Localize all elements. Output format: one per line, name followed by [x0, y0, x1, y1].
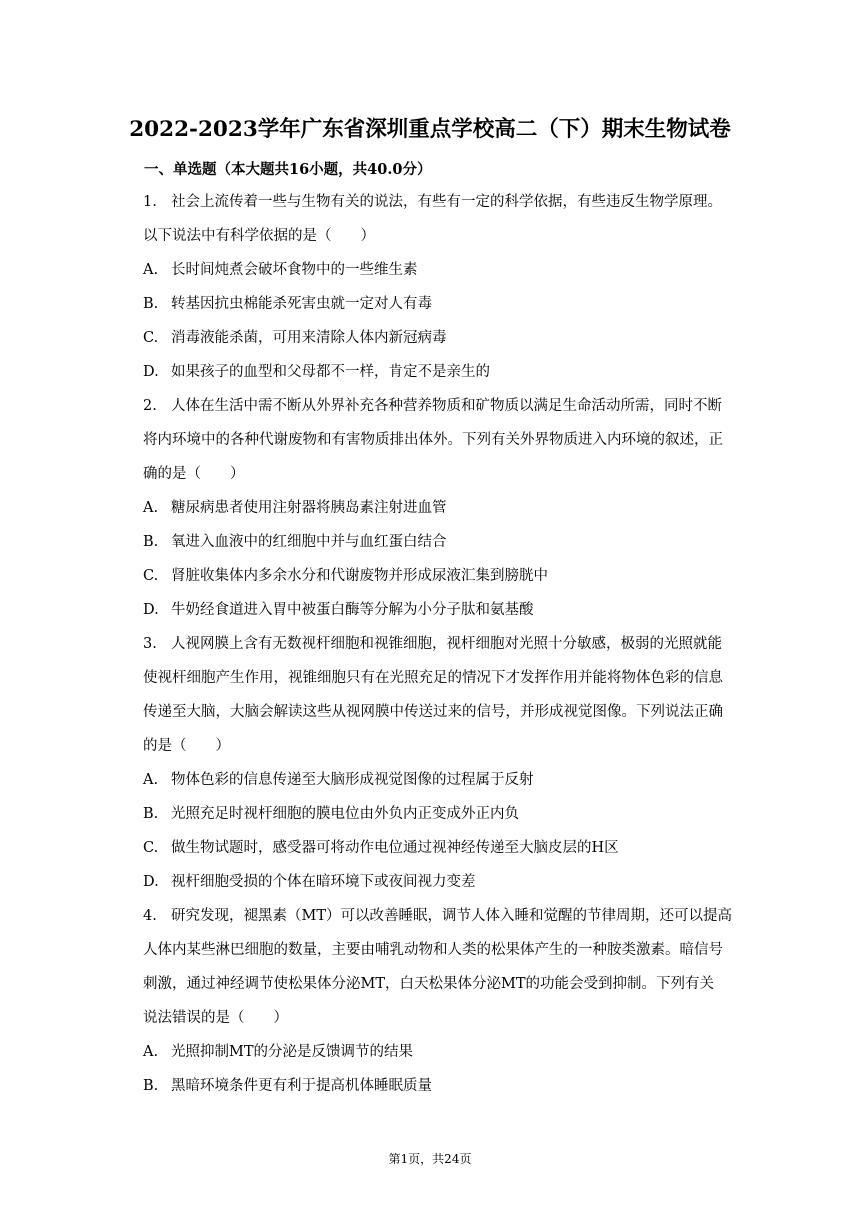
- question-text: 人体在生活中需不断从外界补充各种营养物质和矿物质以满足生命活动所需，同时不断: [171, 398, 722, 414]
- option-text: 长时间炖煮会破坏食物中的一些维生素: [171, 262, 418, 278]
- question-2-option-d: [143, 600, 534, 620]
- question-1-line-1: [143, 192, 722, 212]
- question-2-line-3: 确的是（ ）: [143, 466, 245, 482]
- question-3-line-2: 使视杆细胞产生作用，视锥细胞只有在光照充足的情况下才发挥作用并能将物体色彩的信息: [143, 670, 723, 686]
- question-4-line-2: 人体内某些淋巴细胞的数量，主要由哺乳动物和人类的松果体产生的一种胺类激素。暗信号: [143, 942, 723, 958]
- question-3-line-3: 传递至大脑，大脑会解读这些从视网膜中传送过来的信号，并形成视觉图像。下列说法正确: [143, 704, 723, 720]
- question-4-line-4: 说法错误的是（ ）: [143, 1010, 288, 1026]
- question-1-line-2: 以下说法中有科学依据的是（ ）: [143, 228, 375, 244]
- question-number: 1.: [143, 194, 157, 210]
- question-number: 3.: [143, 636, 157, 652]
- option-text: 黑暗环境条件更有利于提高机体睡眠质量: [171, 1078, 432, 1094]
- option-text: 物体色彩的信息传递至大脑形成视觉图像的过程属于反射: [171, 772, 534, 788]
- question-2-line-1: [143, 396, 722, 416]
- option-label: D.: [143, 874, 159, 890]
- question-3-option-a: [143, 770, 534, 790]
- option-text: 肾脏收集体内多余水分和代谢废物并形成尿液汇集到膀胱中: [171, 568, 548, 584]
- question-3-option-b: [143, 804, 519, 824]
- option-label: B.: [143, 296, 159, 312]
- question-4-line-3: 刺激，通过神经调节使松果体分泌MT，白天松果体分泌MT的功能会受到抑制。下列有关: [143, 976, 715, 992]
- question-4-line-1: [143, 906, 732, 926]
- option-text: 光照充足时视杆细胞的膜电位由外负内正变成外正内负: [171, 806, 519, 822]
- option-label: B.: [143, 534, 159, 550]
- option-label: D.: [143, 364, 159, 380]
- option-text: 氧进入血液中的红细胞中并与血红蛋白结合: [171, 534, 447, 550]
- page-title: 2022-2023学年广东省深圳重点学校高二（下）期末生物试卷: [129, 117, 731, 142]
- option-label: D.: [143, 602, 159, 618]
- option-label: B.: [143, 1078, 159, 1094]
- option-text: 如果孩子的血型和父母都不一样，肯定不是亲生的: [171, 364, 490, 380]
- question-2-line-2: 将内环境中的各种代谢废物和有害物质排出体外。下列有关外界物质进入内环境的叙述，正: [143, 432, 723, 448]
- option-label: A.: [143, 772, 159, 788]
- question-4-option-a: [143, 1042, 413, 1062]
- question-2-option-a: [143, 498, 447, 518]
- question-number: 2.: [143, 398, 157, 414]
- option-label: A.: [143, 500, 159, 516]
- option-text: 光照抑制MT的分泌是反馈调节的结果: [171, 1044, 414, 1060]
- section-heading: 一、单选题（本大题共16小题，共40.0分）: [144, 161, 432, 178]
- option-text: 视杆细胞受损的个体在暗环境下或夜间视力变差: [171, 874, 476, 890]
- question-1-option-c: [143, 328, 447, 348]
- question-1-option-b: [143, 294, 432, 314]
- question-3-option-d: [143, 872, 476, 892]
- question-text: 研究发现，褪黑素（MT）可以改善睡眠，调节人体入睡和觉醒的节律周期，还可以提高: [171, 908, 733, 924]
- question-number: 4.: [143, 908, 157, 924]
- option-text: 牛奶经食道进入胃中被蛋白酶等分解为小分子肽和氨基酸: [171, 602, 534, 618]
- page-footer: 第1页，共24页: [388, 1152, 472, 1166]
- option-text: 消毒液能杀菌，可用来清除人体内新冠病毒: [171, 330, 447, 346]
- option-text: 转基因抗虫棉能杀死害虫就一定对人有毒: [171, 296, 432, 312]
- question-3-option-c: [143, 838, 619, 858]
- option-text: 糖尿病患者使用注射器将胰岛素注射进血管: [171, 500, 447, 516]
- question-text: 社会上流传着一些与生物有关的说法，有些有一定的科学依据，有些违反生物学原理。: [171, 194, 722, 210]
- option-label: A.: [143, 262, 159, 278]
- question-2-option-c: [143, 566, 548, 586]
- question-1-option-d: [143, 362, 490, 382]
- question-3-line-4: 的是（ ）: [143, 738, 230, 754]
- option-label: C.: [143, 330, 159, 346]
- option-label: C.: [143, 840, 159, 856]
- question-2-option-b: [143, 532, 447, 552]
- question-1-option-a: [143, 260, 418, 280]
- question-3-line-1: [143, 634, 722, 654]
- option-label: A.: [143, 1044, 159, 1060]
- question-text: 人视网膜上含有无数视杆细胞和视锥细胞，视杆细胞对光照十分敏感，极弱的光照就能: [171, 636, 722, 652]
- option-label: B.: [143, 806, 159, 822]
- option-label: C.: [143, 568, 159, 584]
- question-4-option-b: [143, 1076, 432, 1096]
- option-text: 做生物试题时，感受器可将动作电位通过视神经传递至大脑皮层的H区: [171, 840, 619, 856]
